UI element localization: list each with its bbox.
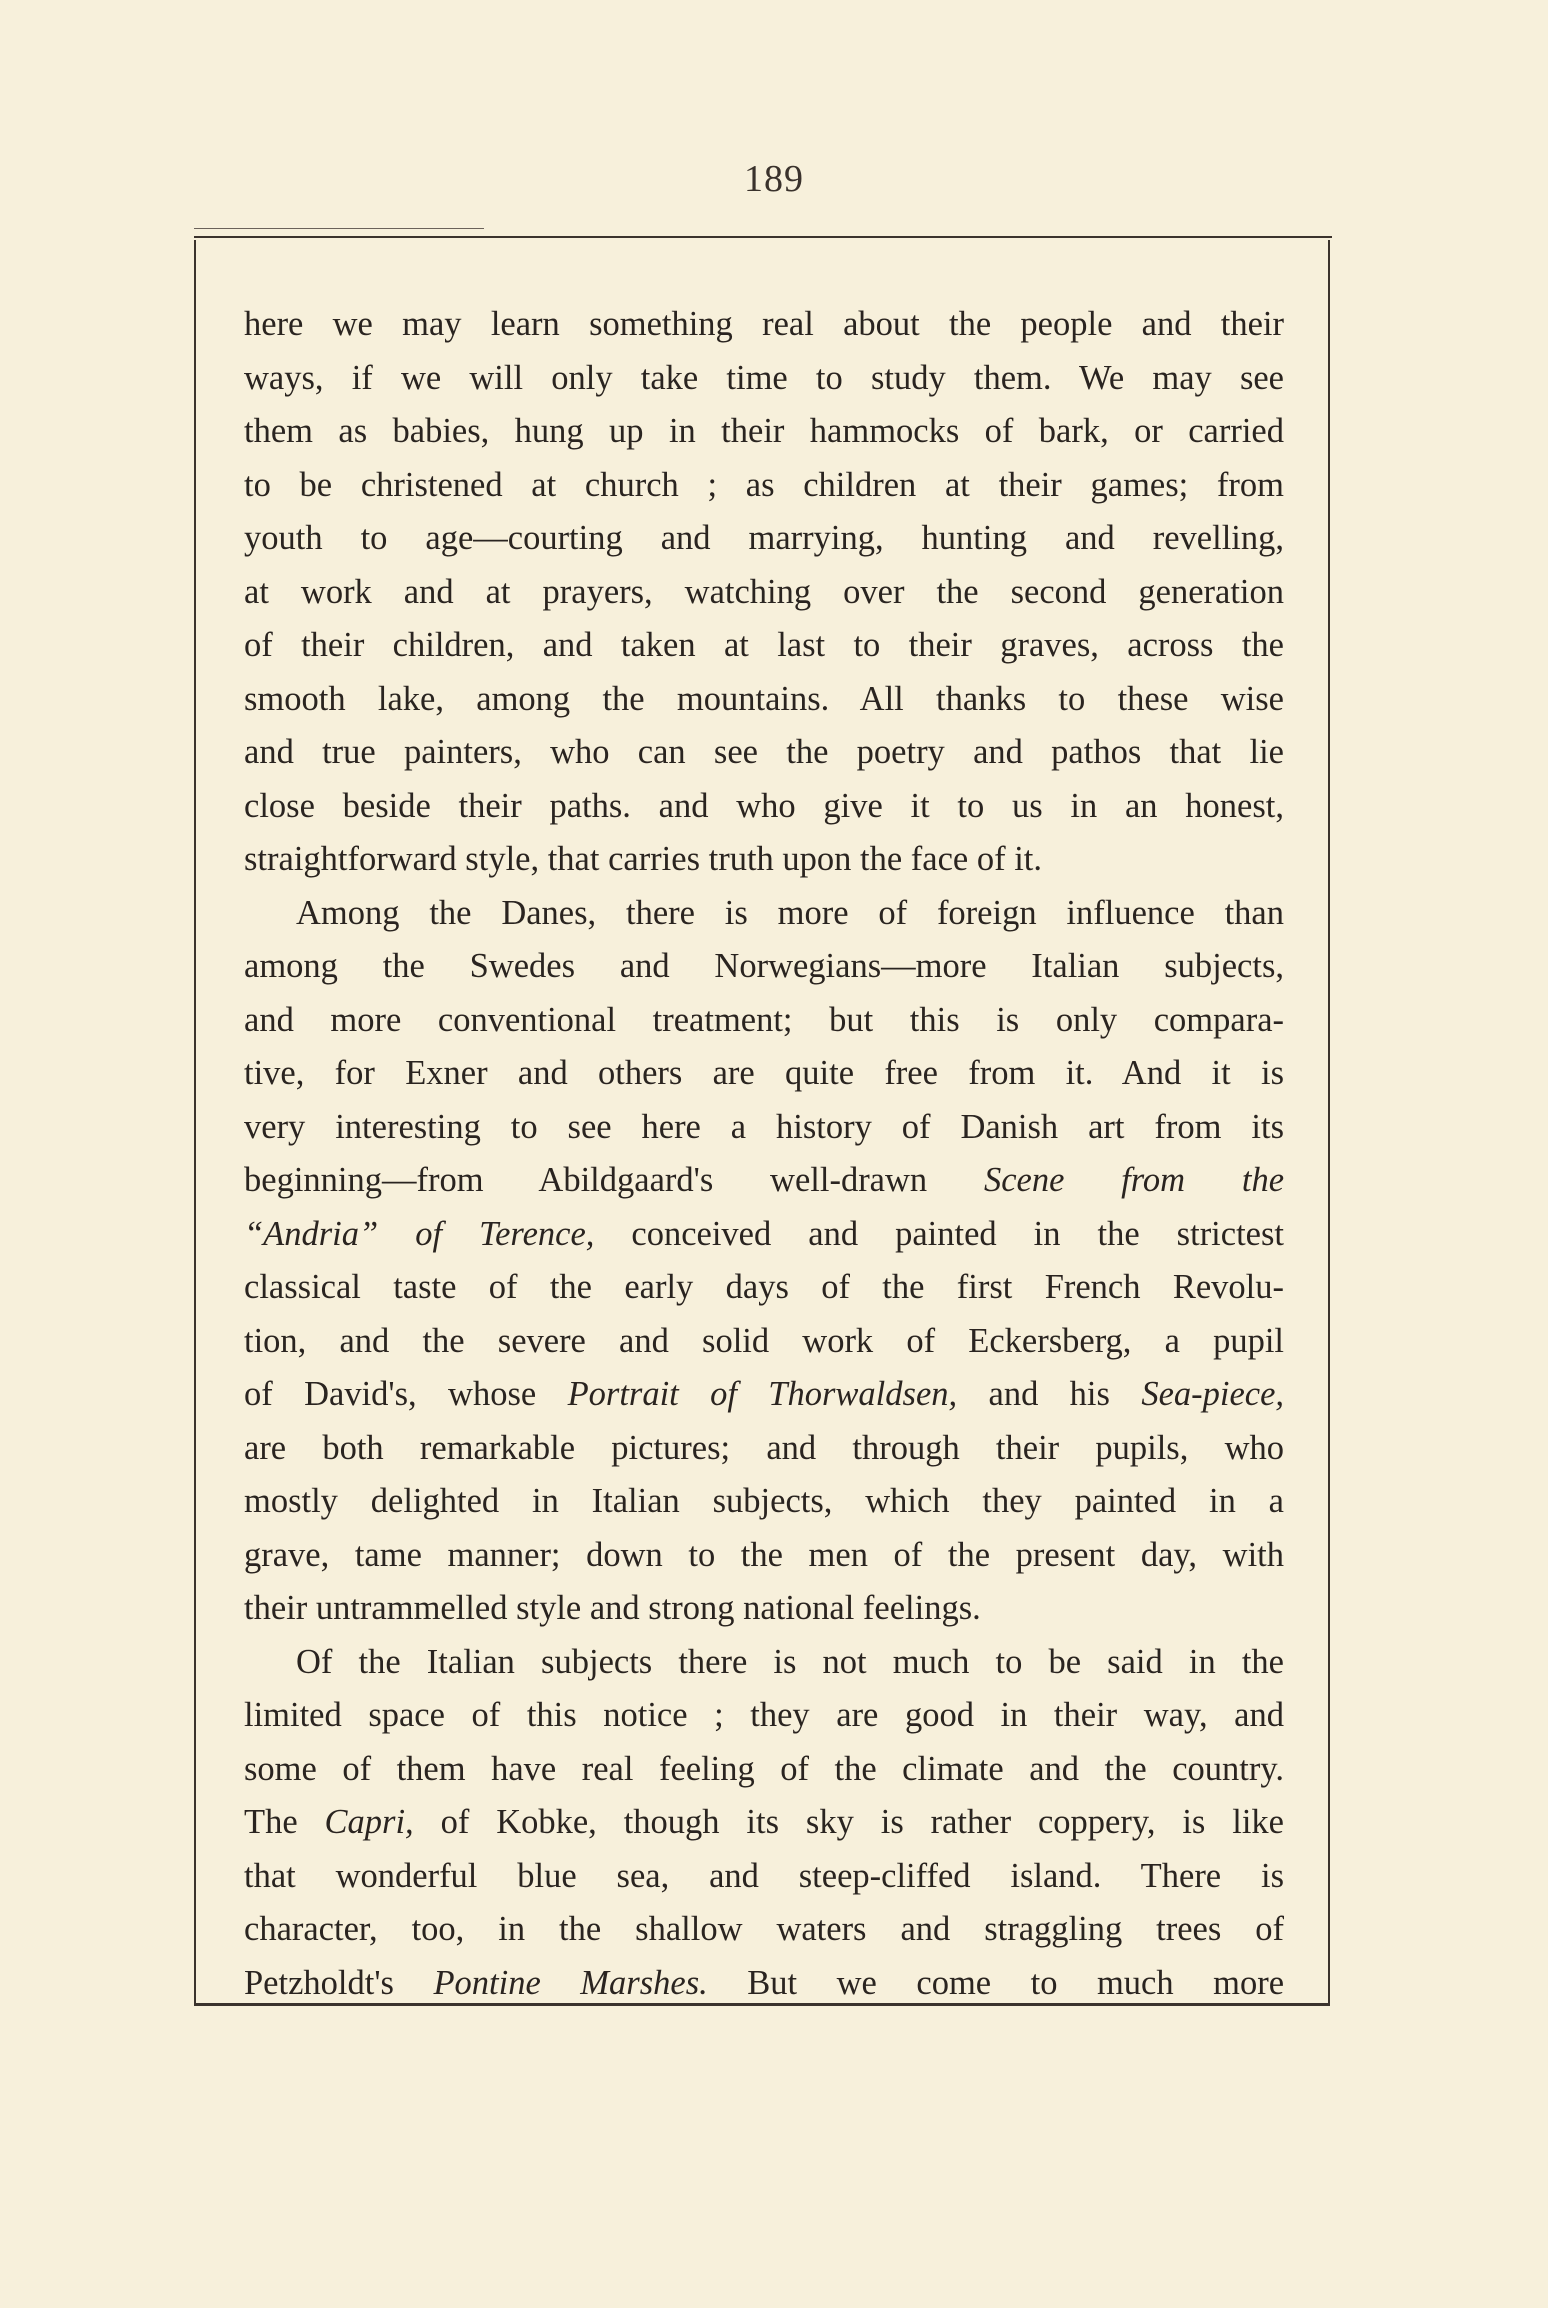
- text-run: But we come to much more: [707, 1963, 1285, 2002]
- text-line: of their children, and taken at last to their graves, across the: [244, 626, 1284, 664]
- text-line: character, too, in the shallow waters and straggling trees of: [244, 1910, 1284, 1948]
- frame-top-rule-short: [194, 228, 484, 229]
- text-line: and more conventional treatment; but this is only compara-: [244, 1000, 1284, 1039]
- text-run: of David's, whose: [244, 1375, 568, 1413]
- text-run: of Kobke, though its sky is rather coppery, is like: [413, 1803, 1284, 1841]
- text-line: [244, 1368, 1284, 1422]
- text-run: The: [244, 1803, 325, 1841]
- text-line: smooth lake, among the mountains. All thanks to these wise: [244, 679, 1284, 718]
- text-line: very interesting to see here a history of Danish art from its: [244, 1107, 1284, 1146]
- italic-title: Capri,: [324, 1803, 414, 1841]
- text-line: tion, and the severe and solid work of Eckersberg, a pupil: [244, 1321, 1284, 1360]
- text-line: youth to age—courting and marrying, hunting and revelling,: [244, 519, 1284, 557]
- text-run: and his: [957, 1375, 1142, 1413]
- text-run: Petzholdt's: [244, 1963, 434, 2002]
- text-line: among the Swedes and Norwegians—more Italian subjects,: [244, 947, 1284, 985]
- text-line: Of the Italian subjects there is not much to be said in the: [296, 1642, 1284, 1681]
- text-line: [244, 1957, 1284, 2011]
- text-line: [244, 1154, 1284, 1208]
- text-line: ways, if we will only take time to study them. We may see: [244, 358, 1284, 397]
- text-line: are both remarkable pictures; and through their pupils, who: [244, 1428, 1284, 1467]
- text-line: classical taste of the early days of the first French Revolu-: [244, 1268, 1284, 1306]
- text-line: close beside their paths. and who give it to us in an honest,: [244, 786, 1284, 825]
- text-run: conceived and painted in the strictest: [594, 1214, 1284, 1253]
- text-line: and true painters, who can see the poetry and pathos that lie: [244, 733, 1284, 771]
- text-line: [244, 1796, 1284, 1850]
- text-line: their untrammelled style and strong national feelings.: [244, 1589, 981, 1627]
- text-line: that wonderful blue sea, and steep-cliffed island. There is: [244, 1856, 1284, 1895]
- body-text: [244, 298, 1284, 2010]
- text-line: at work and at prayers, watching over the second generation: [244, 572, 1284, 611]
- italic-title: “Andria” of Terence,: [244, 1214, 595, 1253]
- text-line: tive, for Exner and others are quite free from it. And it is: [244, 1054, 1284, 1092]
- text-line: here we may learn something real about the people and their: [244, 305, 1284, 343]
- text-line: mostly delighted in Italian subjects, which they painted in a: [244, 1482, 1284, 1520]
- text-line: straightforward style, that carries truth upon the face of it.: [244, 840, 1043, 878]
- text-line: grave, tame manner; down to the men of the present day, with: [244, 1535, 1284, 1574]
- italic-title: Pontine Marshes.: [433, 1963, 708, 2002]
- text-line: them as babies, hung up in their hammocks of bark, or carried: [244, 412, 1284, 450]
- italic-title: Portrait of Thorwaldsen,: [567, 1375, 958, 1413]
- page-number: 189: [744, 158, 804, 200]
- frame-top-rule: [194, 236, 1332, 238]
- text-line: some of them have real feeling of the climate and the country.: [244, 1749, 1284, 1788]
- text-run: beginning—from Abildgaard's well-drawn: [244, 1161, 984, 1199]
- italic-title: Scene from the: [983, 1161, 1285, 1199]
- italic-title: Sea-piece,: [1141, 1375, 1285, 1413]
- text-line: [244, 1208, 1284, 1262]
- text-line: limited space of this notice ; they are good in their way, and: [244, 1696, 1284, 1734]
- text-line: Among the Danes, there is more of foreign influence than: [296, 893, 1284, 932]
- text-line: to be christened at church ; as children at their games; from: [244, 465, 1284, 504]
